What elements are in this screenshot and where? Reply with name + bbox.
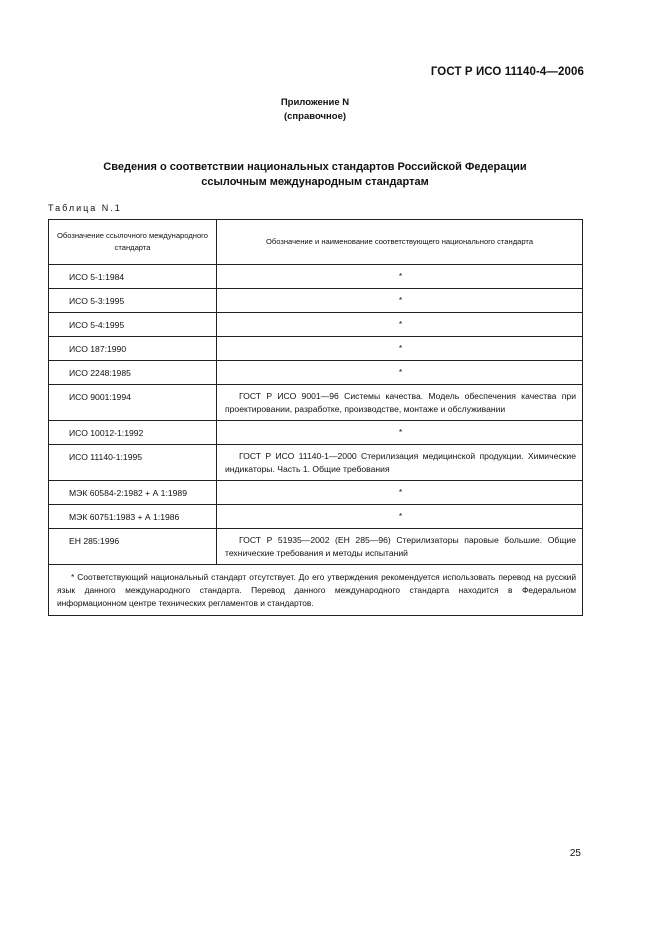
table-row [49,421,583,445]
column-header-national: Обозначение и наименование соответствующего национального стандарта [217,220,583,265]
international-standard-code: МЭК 60751:1983 + А 1:1986 [49,505,217,529]
national-standard-cell: ГОСТ Р ИСО 11140-1—2000 Стерилизация медицинской продукции. Химические индикаторы. Часть 1. Общие требования [217,445,583,481]
table-row [49,445,583,481]
table-row [49,361,583,385]
table-row [49,529,583,565]
column-header-international: Обозначение ссылочного международного стандарта [49,220,217,265]
national-standard-cell: * [217,337,583,361]
correspondence-table-container [48,219,582,616]
national-standard-cell: * [217,481,583,505]
national-standard-cell: * [217,361,583,385]
international-standard-code: ИСО 9001:1994 [49,385,217,421]
table-footnote: * Соответствующий национальный стандарт отсутствует. До его утверждения рекомендуется использовать перевод на русский язык данного международного стандарта. Перевод данного международного стандарта находится в Федеральном информационном центре технических регламентов и стандартов. [49,565,583,616]
international-standard-code: ЕН 285:1996 [49,529,217,565]
title-line-1: Сведения о соответствии национальных стандартов Российской Федерации [103,161,527,173]
standard-code: ГОСТ Р ИСО 11140-4—2006 [430,66,584,78]
national-standard-cell: * [217,421,583,445]
table-caption: Таблица N.1 [48,203,122,213]
annex-heading [0,96,630,124]
title-line-2: ссылочным международным стандартам [201,176,429,188]
table-footnote-row [49,565,583,616]
international-standard-code: ИСО 2248:1985 [49,361,217,385]
international-standard-code: ИСО 187:1990 [49,337,217,361]
page-title [48,160,582,190]
table-row [49,337,583,361]
national-standard-cell: ГОСТ Р 51935—2002 (ЕН 285—96) Стерилизаторы паровые большие. Общие технические требования и методы испытаний [217,529,583,565]
international-standard-code: ИСО 10012-1:1992 [49,421,217,445]
international-standard-code: ИСО 11140-1:1995 [49,445,217,481]
national-standard-cell: * [217,505,583,529]
table-row [49,505,583,529]
national-standard-cell: * [217,289,583,313]
international-standard-code: ИСО 5-3:1995 [49,289,217,313]
page-number: 25 [569,848,581,859]
international-standard-code: ИСО 5-1:1984 [49,265,217,289]
table-header-row [49,220,583,265]
national-standard-cell: ГОСТ Р ИСО 9001—96 Системы качества. Модель обеспечения качества при проектировании, разработке, производстве, монтаже и обслуживании [217,385,583,421]
table-row [49,289,583,313]
table-row [49,265,583,289]
table-row [49,385,583,421]
international-standard-code: ИСО 5-4:1995 [49,313,217,337]
annex-label: Приложение N [280,97,350,108]
national-standard-cell: * [217,265,583,289]
table-row [49,313,583,337]
national-standard-cell: * [217,313,583,337]
correspondence-table [48,219,583,616]
international-standard-code: МЭК 60584-2:1982 + А 1:1989 [49,481,217,505]
table-row [49,481,583,505]
annex-type: (справочное) [283,111,347,122]
